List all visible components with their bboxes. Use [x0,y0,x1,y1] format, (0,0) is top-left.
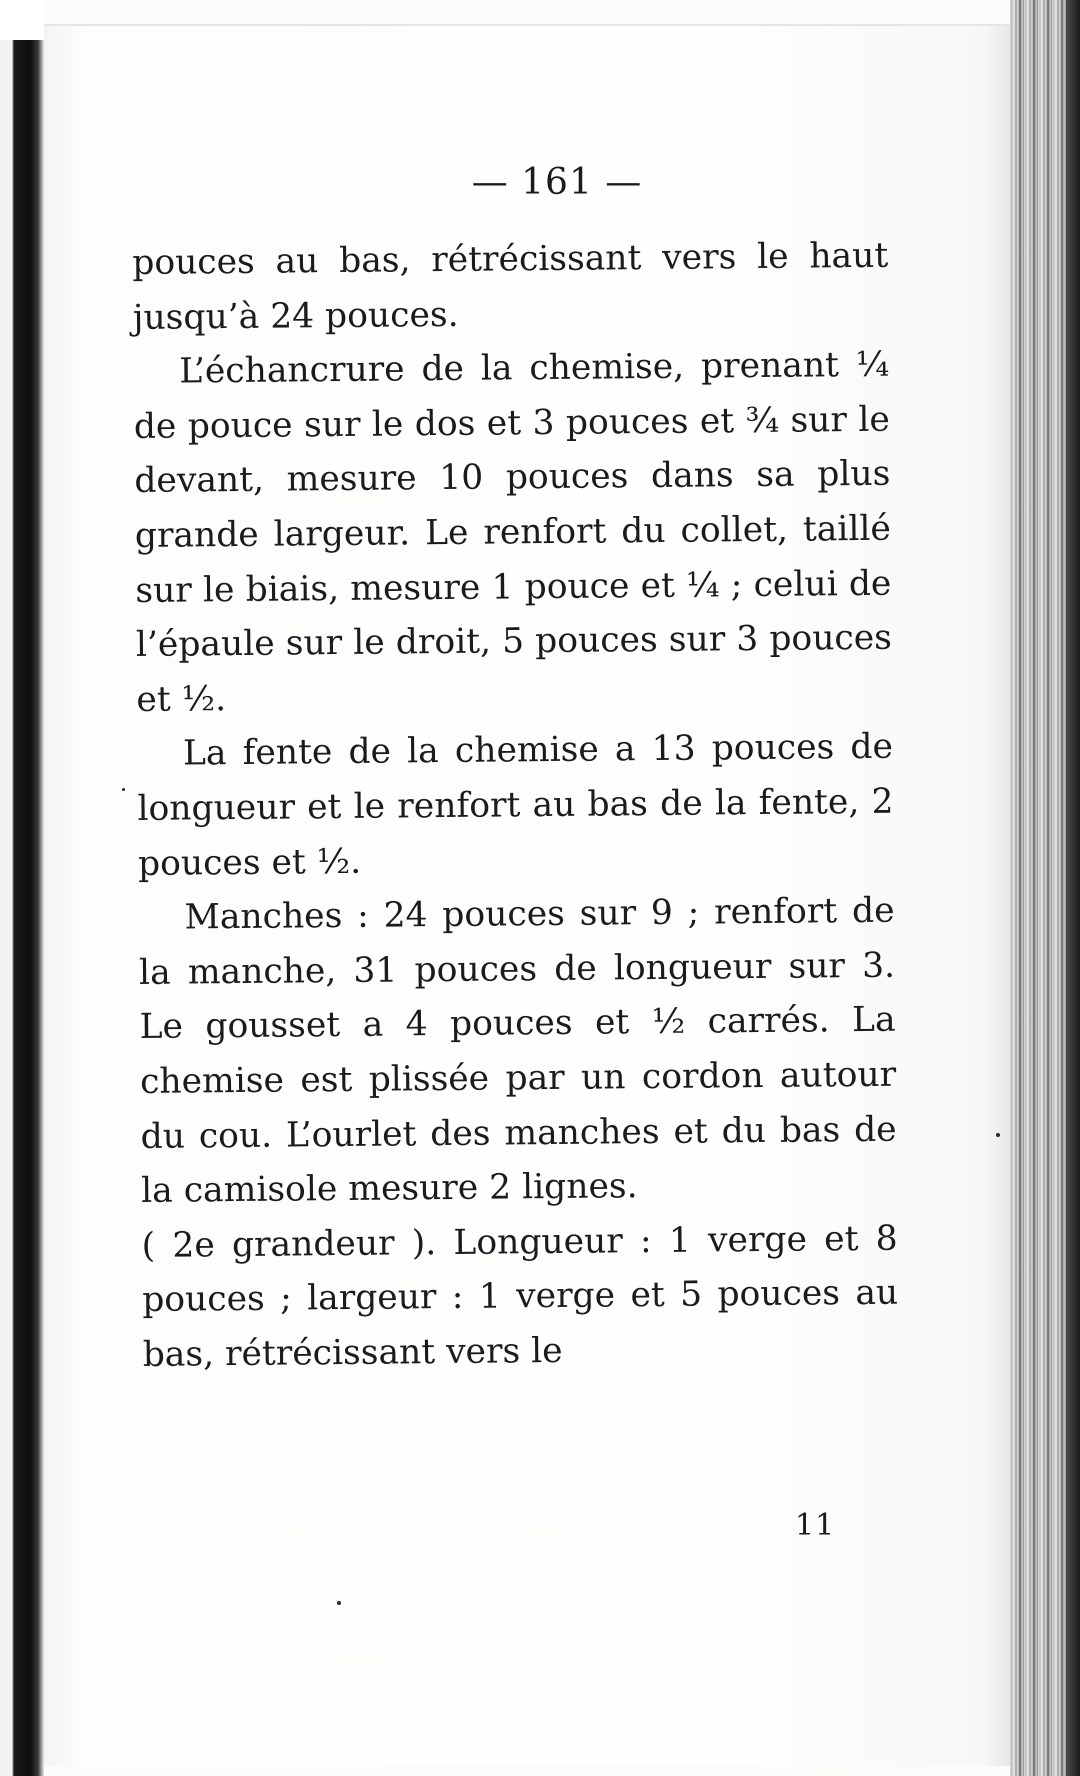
ink-speck [122,788,125,791]
paragraph-echancrure: L’échancrure de la chemise, prenant ¼ de pouce sur le dos et 3 pouces et ¾ sur le devant, mesure 10 pouces dans sa plus grande largeur. Le renfort du collet, taillé sur le biais, mesure 1 pouce et ¼ ; celui de l’épaule sur le droit, 5 pouces sur 3 pouces et ½. [133,344,893,720]
cover-edge [1066,0,1080,1776]
paragraph-second-size: ( 2e grandeur ). Longueur : 1 verge et 8 pouces ; largeur : 1 verge et 5 pouces au bas, rétrécissant vers le [141,1218,899,1375]
ink-speck [996,1133,1000,1137]
paragraph-manches: Manches : 24 pouces sur 9 ; renfort de la manche, 31 pouces de longueur sur 3. Le gousset a 4 pouces et ½ carrés. La chemise est plissée par un cordon autour du cou. L’ourlet des manches et du bas de la camisole mesure 2 lignes. [138,890,897,1212]
page-number: — 161 — [471,162,643,203]
page-body [132,229,899,1383]
book-spine-shadow [0,0,44,1776]
ink-speck [337,1601,341,1605]
scan-border [0,0,44,40]
paragraph-continuation: pouces au bas, rétrécissant vers le haut jusqu’à 24 pouces. [132,235,889,338]
paragraph-fente: La fente de la chemise a 13 pouces de longueur et le renfort au bas de la fente, 2 pouces et ½. [137,727,894,884]
signature-mark: 11 [795,1508,836,1543]
